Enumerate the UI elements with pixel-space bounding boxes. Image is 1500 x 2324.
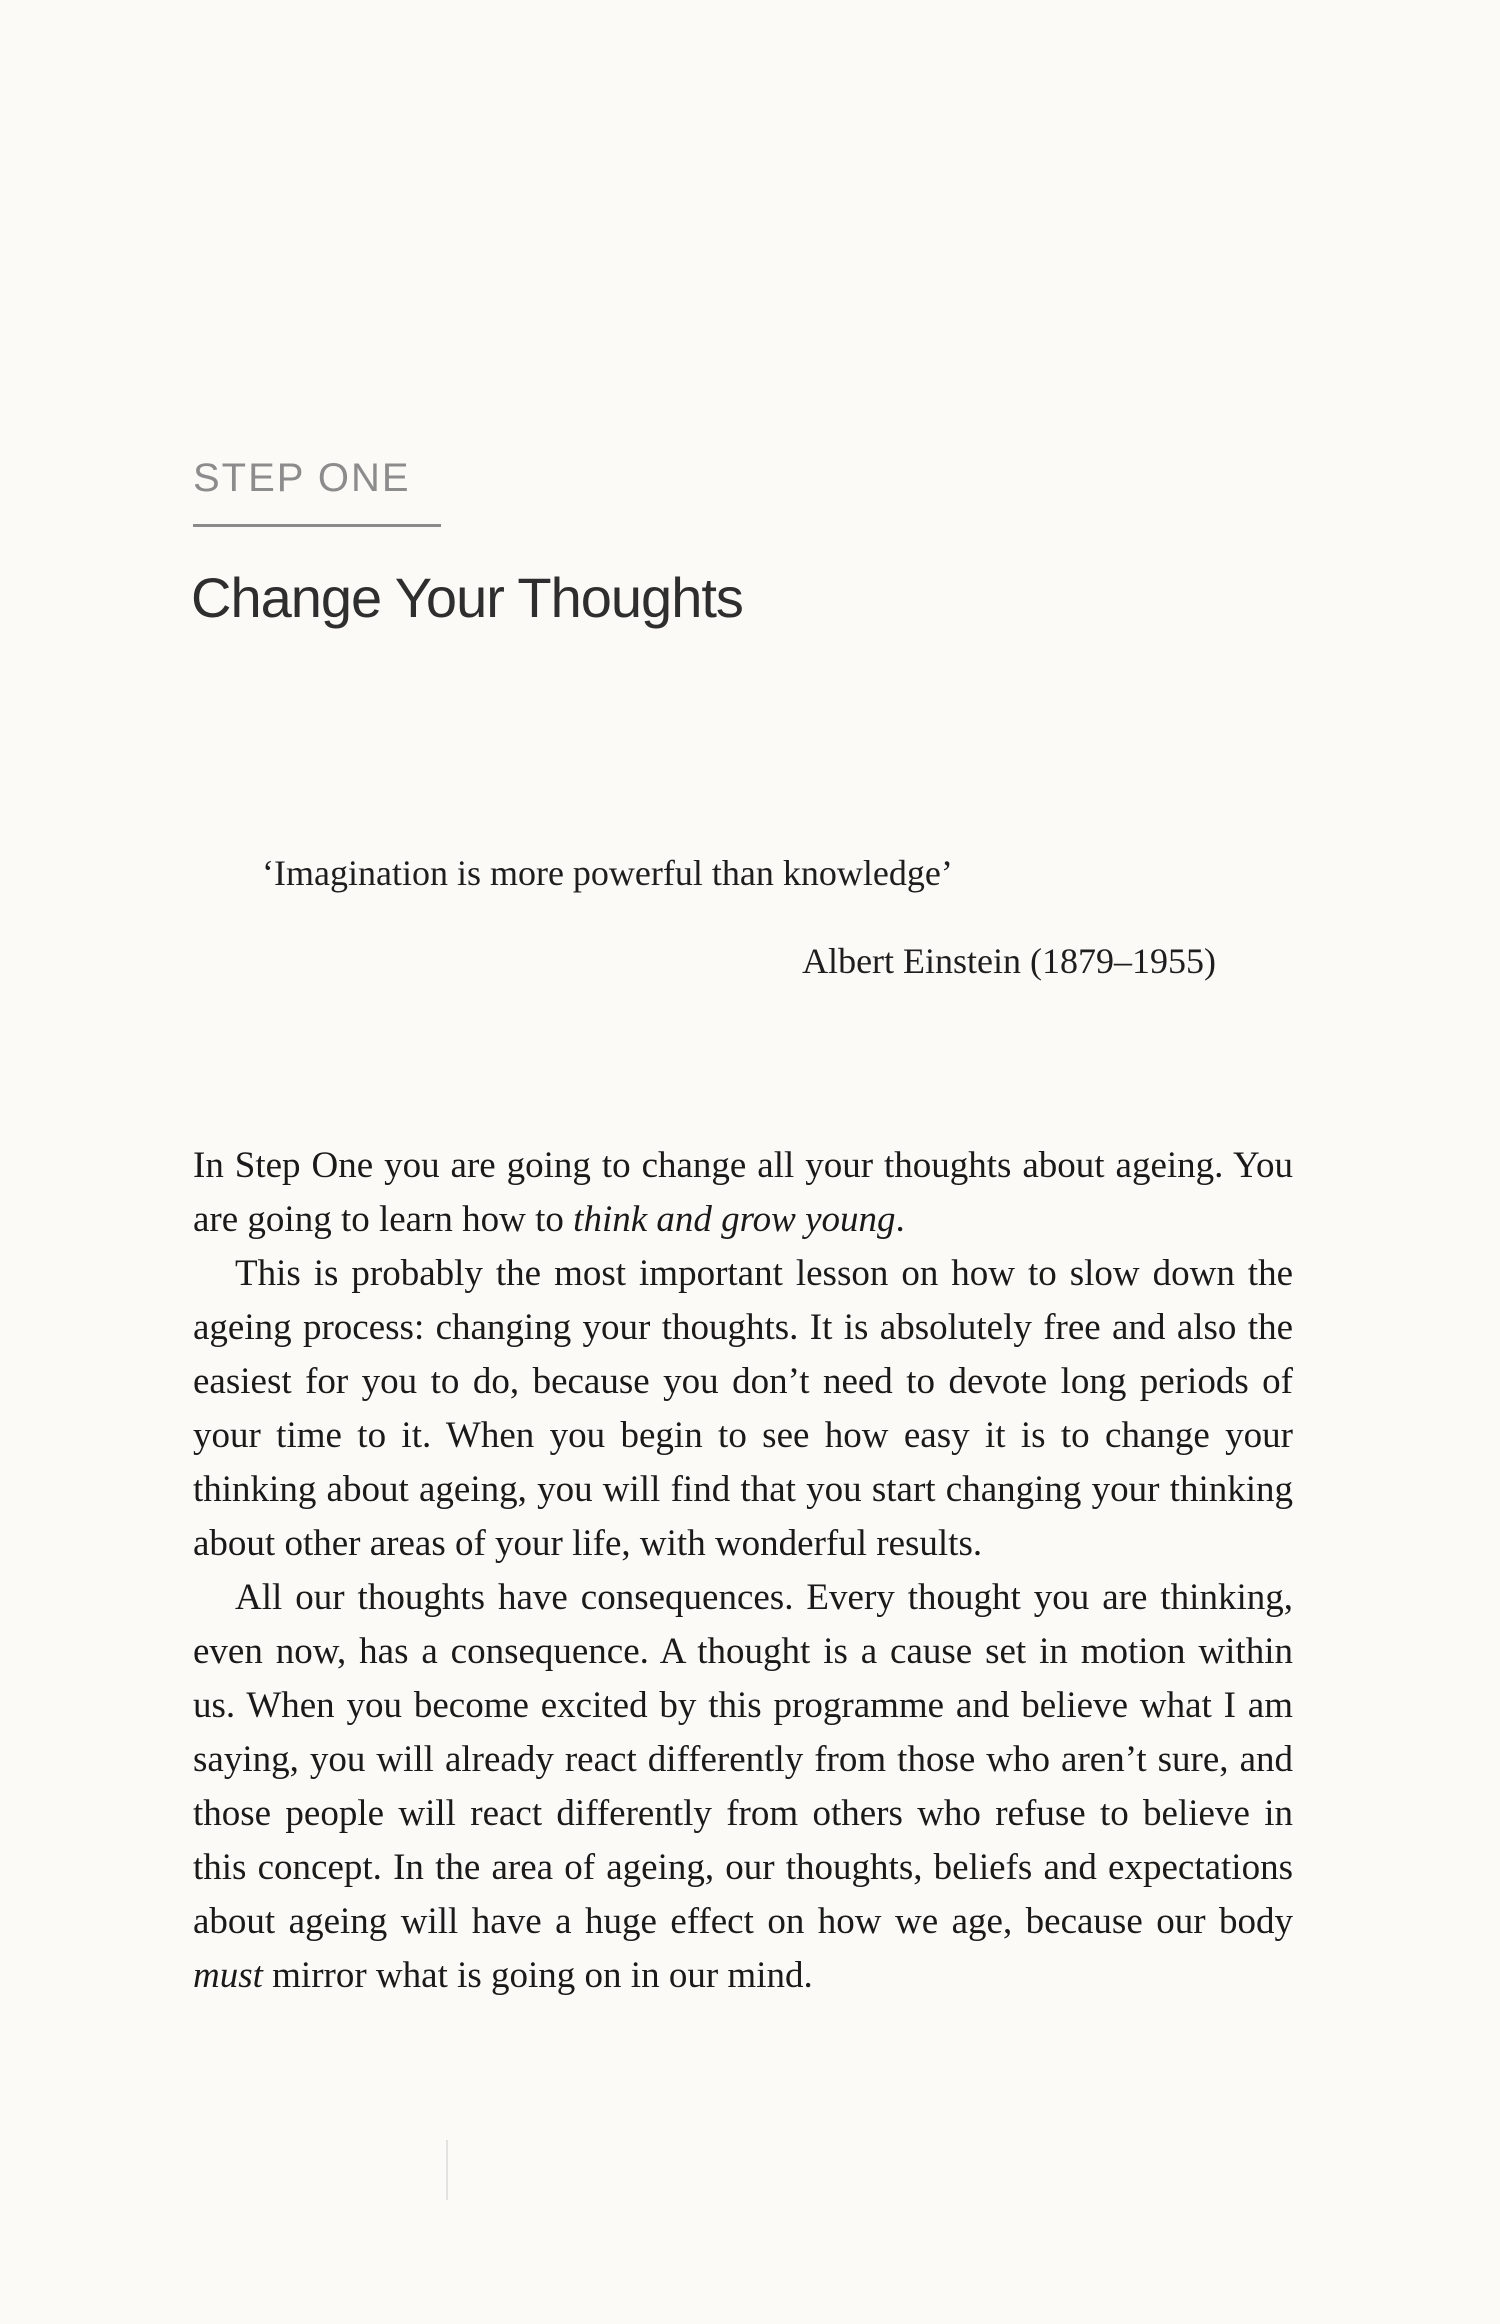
epigraph-attribution: Albert Einstein (1879–1955) — [802, 941, 1216, 981]
step-rule-divider — [193, 524, 441, 527]
chapter-title: Change Your Thoughts — [191, 566, 743, 629]
epigraph-quote: ‘Imagination is more powerful than knowledge’ — [262, 853, 953, 893]
scan-artifact-line — [446, 2140, 448, 2200]
paragraph-3-emphasis: must — [193, 1955, 263, 1996]
paragraph-1 — [193, 1139, 1293, 1247]
paragraph-1-emphasis: think and grow young — [573, 1199, 896, 1240]
paragraph-3-end: mirror what is going on in our mind. — [262, 1955, 813, 1996]
body-text — [193, 1139, 1293, 2003]
paragraph-1-text: In Step One you are going to change all your thoughts about ageing. You are going to learn how to — [193, 1145, 1293, 1240]
paragraph-3 — [193, 1571, 1293, 2003]
paragraph-2: This is probably the most important lesson on how to slow down the ageing process: changing your thoughts. It is absolutely free and also the easiest for you to do, because you don’t need to devote long periods of your time to it. When you begin to see how easy it is to change your thinking about ageing, you will find that you start changing your thinking about other areas of your life, with wonderful results. — [193, 1253, 1293, 1564]
paragraph-1-end: . — [895, 1199, 905, 1240]
step-label: STEP ONE — [193, 456, 411, 500]
paragraph-3-text: All our thoughts have consequences. Every thought you are thinking, even now, has a consequence. A thought is a cause set in motion within us. When you become excited by this programme and believe what I am saying, you will already react differently from those who aren’t sure, and those people will react differently from others who refuse to believe in this concept. In the area of ageing, our thoughts, beliefs and expectations about ageing will have a huge effect on how we age, because our body — [193, 1577, 1293, 1942]
